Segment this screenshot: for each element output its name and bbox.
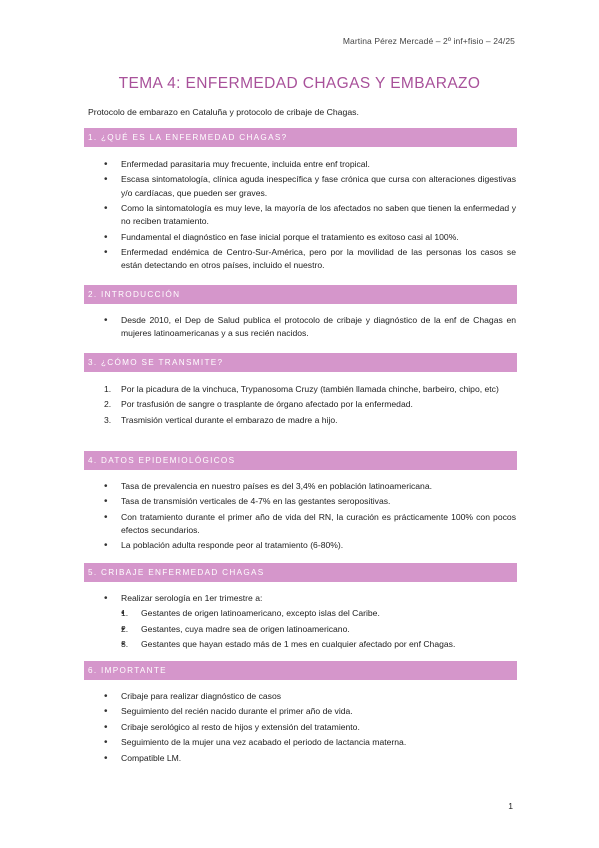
list-item-text: Trasmisión vertical durante el embarazo de madre a hijo.: [121, 414, 338, 425]
list-item: • Con tratamiento durante el primer año de vida del RN, la curación es prácticamente 100% con pocos efectos secundarios.: [104, 511, 516, 538]
list-item: • La población adulta responde peor al tratamiento (6-80%).: [104, 539, 516, 552]
section-heading-1: 1. ¿QUÉ ES LA ENFERMEDAD CHAGAS?: [84, 128, 517, 147]
list-item: • Tasa de transmisión verticales de 4-7% en las gestantes seropositivas.: [104, 495, 516, 508]
sublist-item: [121, 638, 516, 651]
section-heading-4: 4. DATOS EPIDEMIOLÓGICOS: [84, 451, 517, 470]
list-number: • 2.: [121, 623, 129, 634]
list-item: • Enfermedad parasitaria muy frecuente, incluida entre enf tropical.: [104, 158, 516, 171]
document-title: TEMA 4: ENFERMEDAD CHAGAS Y EMBARAZO: [118, 75, 481, 92]
sublist-item: [121, 623, 516, 636]
list-number: • 1.: [121, 608, 129, 619]
list-item: • Seguimiento de la mujer una vez acabado el periodo de lactancia materna.: [104, 736, 516, 749]
list-number: • 3.: [121, 638, 129, 649]
list-number: 1.: [104, 384, 112, 394]
list-item: • Tasa de prevalencia en nuestro países es del 3,4% en población latinoamericana.: [104, 480, 516, 493]
list-item: • Fundamental el diagnóstico en fase inicial porque el tratamiento es exitoso casi al 100%.: [104, 231, 516, 244]
list-item: • Seguimiento del recién nacido durante el primer año de vida.: [104, 705, 516, 718]
list-item: • Compatible LM.: [104, 752, 516, 765]
header-note: Martina Pérez Mercadé – 2º inf+fisio – 24/25: [342, 36, 515, 46]
list-item-text: Gestantes que hayan estado más de 1 mes en cualquier afectado por enf Chagas.: [141, 638, 456, 649]
section-heading-5: 5. CRIBAJE ENFERMEDAD CHAGAS: [84, 563, 517, 582]
list-item-text: Gestantes, cuya madre sea de origen latinoamericano.: [141, 623, 350, 634]
list-item: [104, 414, 516, 427]
sublist-item: [121, 607, 516, 620]
list-item: [104, 592, 516, 651]
page-number: 1: [508, 801, 513, 811]
list-item: • Cribaje para realizar diagnóstico de casos: [104, 690, 516, 703]
section-heading-6: 6. IMPORTANTE: [84, 661, 517, 680]
section-5-list: [104, 592, 516, 653]
list-item-text: Gestantes de origen latinoamericano, excepto islas del Caribe.: [141, 608, 380, 619]
list-number: 3.: [104, 414, 112, 425]
list-item: • Desde 2010, el Dep de Salud publica el protocolo de cribaje y diagnóstico de la enf de Chagas en mujeres latinoamericanas y a sus recién nacidos.: [104, 314, 516, 341]
section-2-list: [104, 314, 516, 343]
document-subtitle: Protocolo de embarazo en Cataluña y protocolo de cribaje de Chagas.: [88, 107, 359, 117]
section-5-sublist: [121, 607, 516, 651]
list-item: • Como la sintomatología es muy leve, la mayoría de los afectados no saben que tienen la enfermedad y no reciben tratamiento.: [104, 202, 516, 229]
list-item: • Enfermedad endémica de Centro-Sur-América, pero por la movilidad de las personas los casos se están detectando en otros países, incluido el nuestro.: [104, 246, 516, 273]
list-item-text: Por trasfusión de sangre o trasplante de órgano afectado por la enfermedad.: [121, 399, 413, 410]
list-item: [104, 398, 516, 411]
list-item-text: Por la picadura de la vinchuca, Trypanosoma Cruzy (también llamada chinche, barbeiro, chipo, etc): [121, 384, 499, 394]
list-item-text: Realizar serología en 1er trimestre a:: [121, 593, 263, 603]
section-1-list: [104, 158, 516, 275]
section-3-list: [104, 383, 516, 429]
section-heading-2: 2. INTRODUCCIÓN: [84, 285, 517, 304]
list-item: • Escasa sintomatología, clínica aguda inespecífica y fase crónica que cursa con alteraciones digestivas y/o cardíacas, que pueden ser graves.: [104, 173, 516, 200]
section-heading-3: 3. ¿CÓMO SE TRANSMITE?: [84, 353, 517, 372]
list-item: • Cribaje serológico al resto de hijos y extensión del tratamiento.: [104, 721, 516, 734]
list-number: 2.: [104, 399, 112, 410]
section-6-list: [104, 690, 516, 767]
list-item: [104, 383, 516, 396]
section-4-list: [104, 480, 516, 555]
